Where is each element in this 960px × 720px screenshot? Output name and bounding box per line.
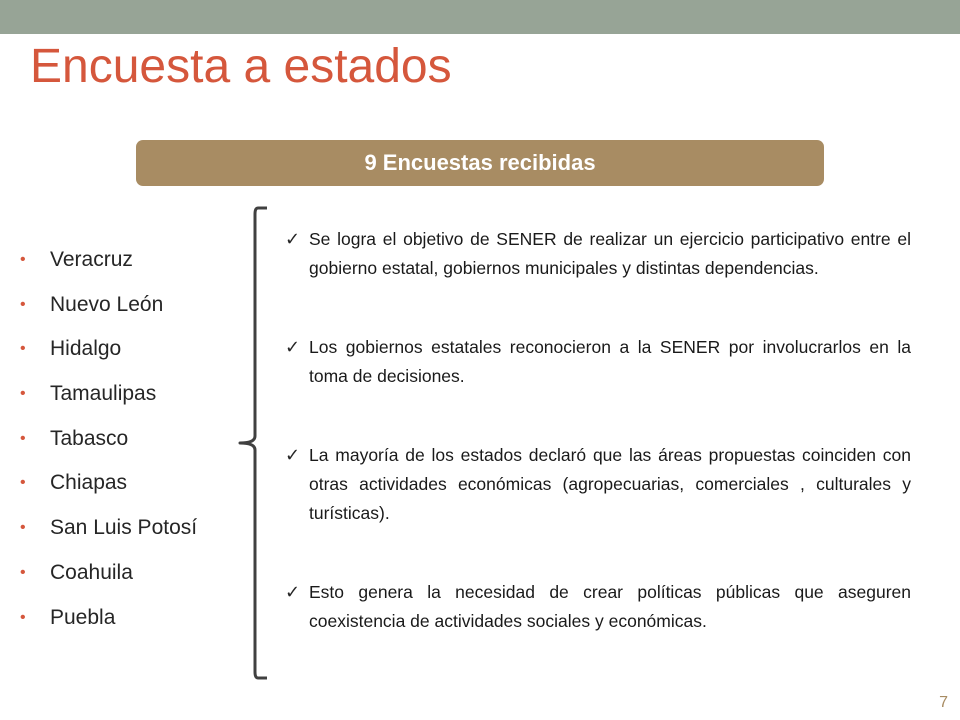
bullet-icon: •: [20, 251, 26, 268]
findings-list: [285, 225, 911, 686]
slide-title: Encuesta a estados: [30, 40, 452, 93]
state-label: Tamaulipas: [50, 382, 157, 406]
page-number: 7: [939, 694, 948, 711]
state-item: [18, 551, 197, 596]
state-item: [18, 506, 197, 551]
finding-text: Los gobiernos estatales reconocieron a la SENER por involucrarlos en la toma de decisiones.: [309, 337, 911, 386]
state-label: San Luis Potosí: [50, 516, 198, 540]
bullet-icon: •: [20, 519, 26, 537]
state-item: [18, 461, 197, 506]
bullet-icon: •: [20, 340, 26, 358]
finding-item: [285, 225, 911, 283]
curly-brace-icon: [236, 206, 270, 680]
checkmark-icon: ✓: [285, 582, 301, 602]
finding-text: La mayoría de los estados declaró que las áreas propuestas coinciden con otras actividades económicas (agropecuarias, comerciales , culturales y turísticas).: [309, 445, 911, 523]
top-bar: [0, 0, 960, 34]
state-item: [18, 372, 197, 417]
bullet-icon: •: [20, 429, 26, 447]
states-list: [18, 238, 197, 640]
state-item: [18, 417, 197, 462]
finding-item: [285, 578, 911, 636]
finding-text: Se logra el objetivo de SENER de realizar un ejercicio participativo entre el gobierno estatal, gobiernos municipales y distintas dependencias.: [309, 229, 911, 278]
state-item: [18, 283, 197, 328]
state-label: Coahuila: [50, 560, 133, 584]
state-label: Puebla: [50, 605, 116, 629]
state-label: Tabasco: [50, 426, 129, 450]
state-label: Hidalgo: [50, 337, 122, 361]
state-label: Chiapas: [50, 471, 128, 495]
state-item: [18, 327, 197, 372]
checkmark-icon: ✓: [285, 229, 301, 249]
surveys-received-banner: 9 Encuestas recibidas: [136, 140, 824, 186]
bullet-icon: •: [20, 295, 26, 313]
bullet-icon: •: [20, 608, 26, 626]
finding-text: Esto genera la necesidad de crear políticas públicas que aseguren coexistencia de actividades sociales y económicas.: [309, 582, 911, 631]
bullet-icon: •: [20, 385, 26, 403]
state-label: Nuevo León: [50, 292, 164, 316]
state-item: [18, 596, 197, 641]
bullet-icon: •: [20, 474, 26, 492]
checkmark-icon: ✓: [285, 337, 301, 357]
state-label: Veracruz: [50, 248, 133, 271]
bullet-icon: •: [20, 563, 26, 581]
state-item: [18, 238, 197, 283]
checkmark-icon: ✓: [285, 445, 301, 465]
finding-item: [285, 333, 911, 391]
finding-item: [285, 441, 911, 528]
